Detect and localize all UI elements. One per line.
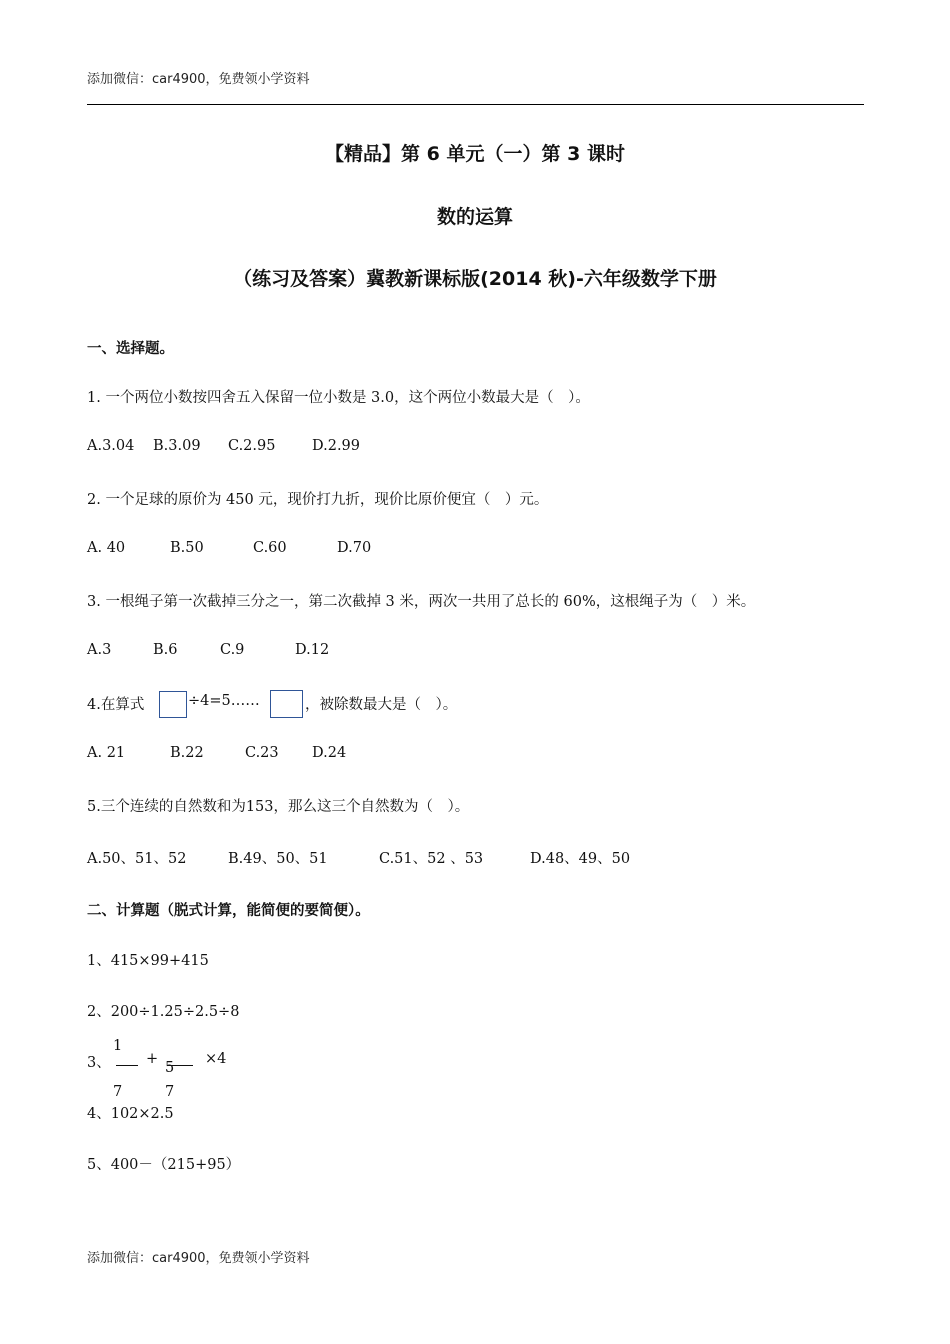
section-heading-choice: 一、选择题。 xyxy=(87,341,174,357)
page-header: 添加微信：car4900，免费领小学资料 xyxy=(87,72,310,87)
option-d: D.2.99 xyxy=(312,438,361,454)
question-3: 3. 一根绳子第一次截掉三分之一，第二次截掉 3 米，两次一共用了总长的 60%，这根绳子为（ ）米。 xyxy=(87,594,756,610)
option-b: B.22 xyxy=(170,745,204,761)
question-4-prefix: 4.在算式 xyxy=(87,697,145,713)
problem-5: 5、400－（215+95） xyxy=(87,1157,241,1173)
remainder-blank-box xyxy=(270,690,303,718)
option-b: B.49、50、51 xyxy=(228,851,328,867)
page-footer: 添加微信：car4900，免费领小学资料 xyxy=(87,1251,310,1266)
title-line-3: （练习及答案）冀教新课标版(2014 秋)-六年级数学下册 xyxy=(233,268,717,290)
option-d: D.24 xyxy=(312,745,347,761)
option-d: D.12 xyxy=(295,642,330,658)
problem-4: 4、102×2.5 xyxy=(87,1106,174,1122)
title-line-2: 数的运算 xyxy=(436,206,513,228)
fraction-2-bar xyxy=(167,1065,193,1066)
option-a: A.3.04 xyxy=(87,438,135,454)
times-four: ×4 xyxy=(205,1051,227,1067)
option-d: D.70 xyxy=(337,540,372,556)
option-c: C.23 xyxy=(245,745,279,761)
option-a: A.50、51、52 xyxy=(87,851,187,867)
fraction-2-denominator: 7 xyxy=(165,1084,175,1100)
question-4-suffix: ，被除数最大是（ ）。 xyxy=(305,697,458,713)
question-2: 2. 一个足球的原价为 450 元，现价打九折，现价比原价便宜（ ）元。 xyxy=(87,492,549,508)
fraction-1-numerator: 1 xyxy=(113,1038,123,1054)
fraction-2-numerator: 5 xyxy=(165,1060,175,1076)
option-a: A.3 xyxy=(87,642,112,658)
header-rule xyxy=(87,104,864,105)
option-b: B.3.09 xyxy=(153,438,201,454)
option-b: B.6 xyxy=(153,642,178,658)
section-heading-calculation: 二、计算题（脱式计算，能简便的要简便）。 xyxy=(87,903,370,919)
fraction-1-bar xyxy=(116,1065,138,1066)
plus-sign: + xyxy=(146,1051,159,1067)
option-c: C.2.95 xyxy=(228,438,276,454)
option-a: A. 21 xyxy=(87,745,126,761)
option-a: A. 40 xyxy=(87,540,126,556)
title-line-1: 【精品】第 6 单元（一）第 3 课时 xyxy=(325,143,625,165)
problem-2: 2、200÷1.25÷2.5÷8 xyxy=(87,1004,240,1020)
question-5: 5.三个连续的自然数和为153，那么这三个自然数为（ ）。 xyxy=(87,799,470,815)
question-1: 1. 一个两位小数按四舍五入保留一位小数是 3.0，这个两位小数最大是（ ）。 xyxy=(87,390,590,406)
option-b: B.50 xyxy=(170,540,204,556)
problem-3-label: 3、 xyxy=(87,1055,111,1071)
option-c: C.9 xyxy=(220,642,245,658)
option-d: D.48、49、50 xyxy=(530,851,631,867)
question-4-middle: ÷4=5…… xyxy=(188,693,260,709)
option-c: C.60 xyxy=(253,540,287,556)
dividend-blank-box xyxy=(159,691,187,718)
option-c: C.51、52 、53 xyxy=(379,851,484,867)
fraction-1-denominator: 7 xyxy=(113,1084,123,1100)
problem-1: 1、415×99+415 xyxy=(87,953,209,969)
